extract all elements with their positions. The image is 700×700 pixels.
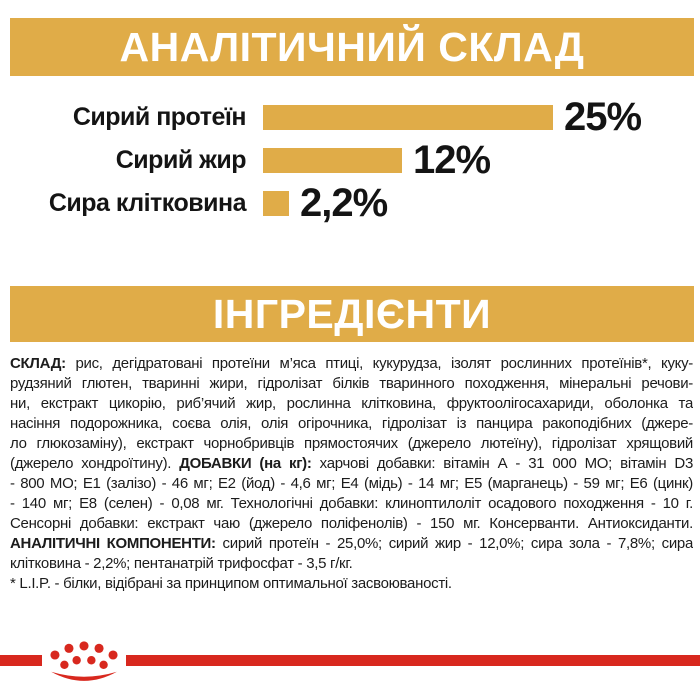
text-segment: харчові добавки: вітамін А - 31 000 МО; вітамін D3: [311, 455, 693, 472]
chart-bar: [263, 148, 402, 173]
chart-value-label: 2,2%: [300, 181, 388, 225]
text-segment: - 140 мг; Е8 (селен) - 0,08 мг. Технологічні добавки: клиноптилоліт осадового походження - 10 г.: [10, 495, 693, 512]
chart-row: [0, 96, 700, 139]
text-segment: рис, дегідратовані протеїни м’яса птиці, кукурудза, ізолят рослинних протеїнів*, куку-: [65, 355, 693, 372]
ingredients-text: [10, 354, 693, 604]
ingredients-header: [10, 286, 694, 342]
text-segment: насіння подорожника, соєва олія, олія огірочника, гідролізат із панцира ракоподібних (джере-: [10, 415, 693, 432]
text-segment: сирий протеїн - 25,0%; сирий жир - 12,0%; сира зола - 7,8%; сира: [215, 535, 693, 552]
analytical-composition-title: АНАЛІТИЧНИЙ СКЛАД: [119, 23, 585, 70]
ingredients-line: [10, 454, 693, 474]
text-segment: рудзяний глютен, тваринні жири, гідролізат білків тваринного походження, мінеральні речови-: [10, 375, 693, 392]
ingredients-line: [10, 514, 693, 534]
ingredients-title: ІНГРЕДІЄНТИ: [212, 290, 492, 337]
chart-row: [0, 182, 700, 225]
bold-term: ДОБАВКИ (на кг):: [179, 455, 312, 472]
ingredients-line: [10, 554, 693, 574]
text-segment: ло глюкозаміну), екстракт чорнобривців прямостоячих (джерело лютеїну), гідролізат хрящовий: [10, 435, 693, 452]
ingredients-line: [10, 574, 693, 594]
text-segment: * L.I.P. - білки, відібрані за принципом оптимальної засвоюваності.: [10, 575, 452, 592]
composition-bar-chart: [0, 96, 700, 225]
bold-term: СКЛАД:: [10, 355, 66, 372]
text-segment: (джерело хондроїтину).: [10, 455, 180, 472]
text-segment: - 800 МО; Е1 (залізо) - 46 мг; Е2 (йод) - 4,6 мг; Е4 (мідь) - 14 мг; Е5 (марганець) - 59 мг; Е6 (цинк): [10, 475, 693, 492]
ingredients-line: [10, 414, 693, 434]
ingredients-line: [10, 474, 693, 494]
ingredients-line: [10, 494, 693, 514]
chart-category-label: Сира клітковина: [48, 189, 246, 217]
chart-row: [0, 139, 700, 182]
ingredients-line: [10, 374, 693, 394]
ingredients-line: [10, 434, 693, 454]
text-segment: Сенсорні добавки: екстракт чаю (джерело поліфенолів) - 150 мг. Консерванти. Антиоксиданти.: [10, 515, 693, 532]
chart-value-label: 12%: [413, 138, 491, 182]
ingredients-line: [10, 534, 693, 554]
ingredients-line: [10, 354, 693, 374]
chart-value-label: 25%: [564, 95, 642, 139]
text-segment: клітковина - 2,2%; пентанатрій трифосфат - 3,5 г/кг.: [10, 555, 353, 572]
chart-bar: [263, 105, 553, 130]
analytical-composition-header: [10, 18, 694, 76]
chart-category-label: Сирий протеїн: [72, 103, 246, 131]
royal-canin-crown-logo: [49, 641, 119, 683]
bold-term: АНАЛІТИЧНІ КОМПОНЕНТИ:: [10, 535, 216, 552]
ingredients-line: [10, 394, 693, 414]
chart-category-label: Сирий жир: [115, 146, 246, 174]
text-segment: ни, екстракт цикорію, риб’ячий жир, рослинна клітковина, фруктоолігосахариди, оболонка та: [10, 395, 693, 412]
chart-bar: [263, 191, 289, 216]
